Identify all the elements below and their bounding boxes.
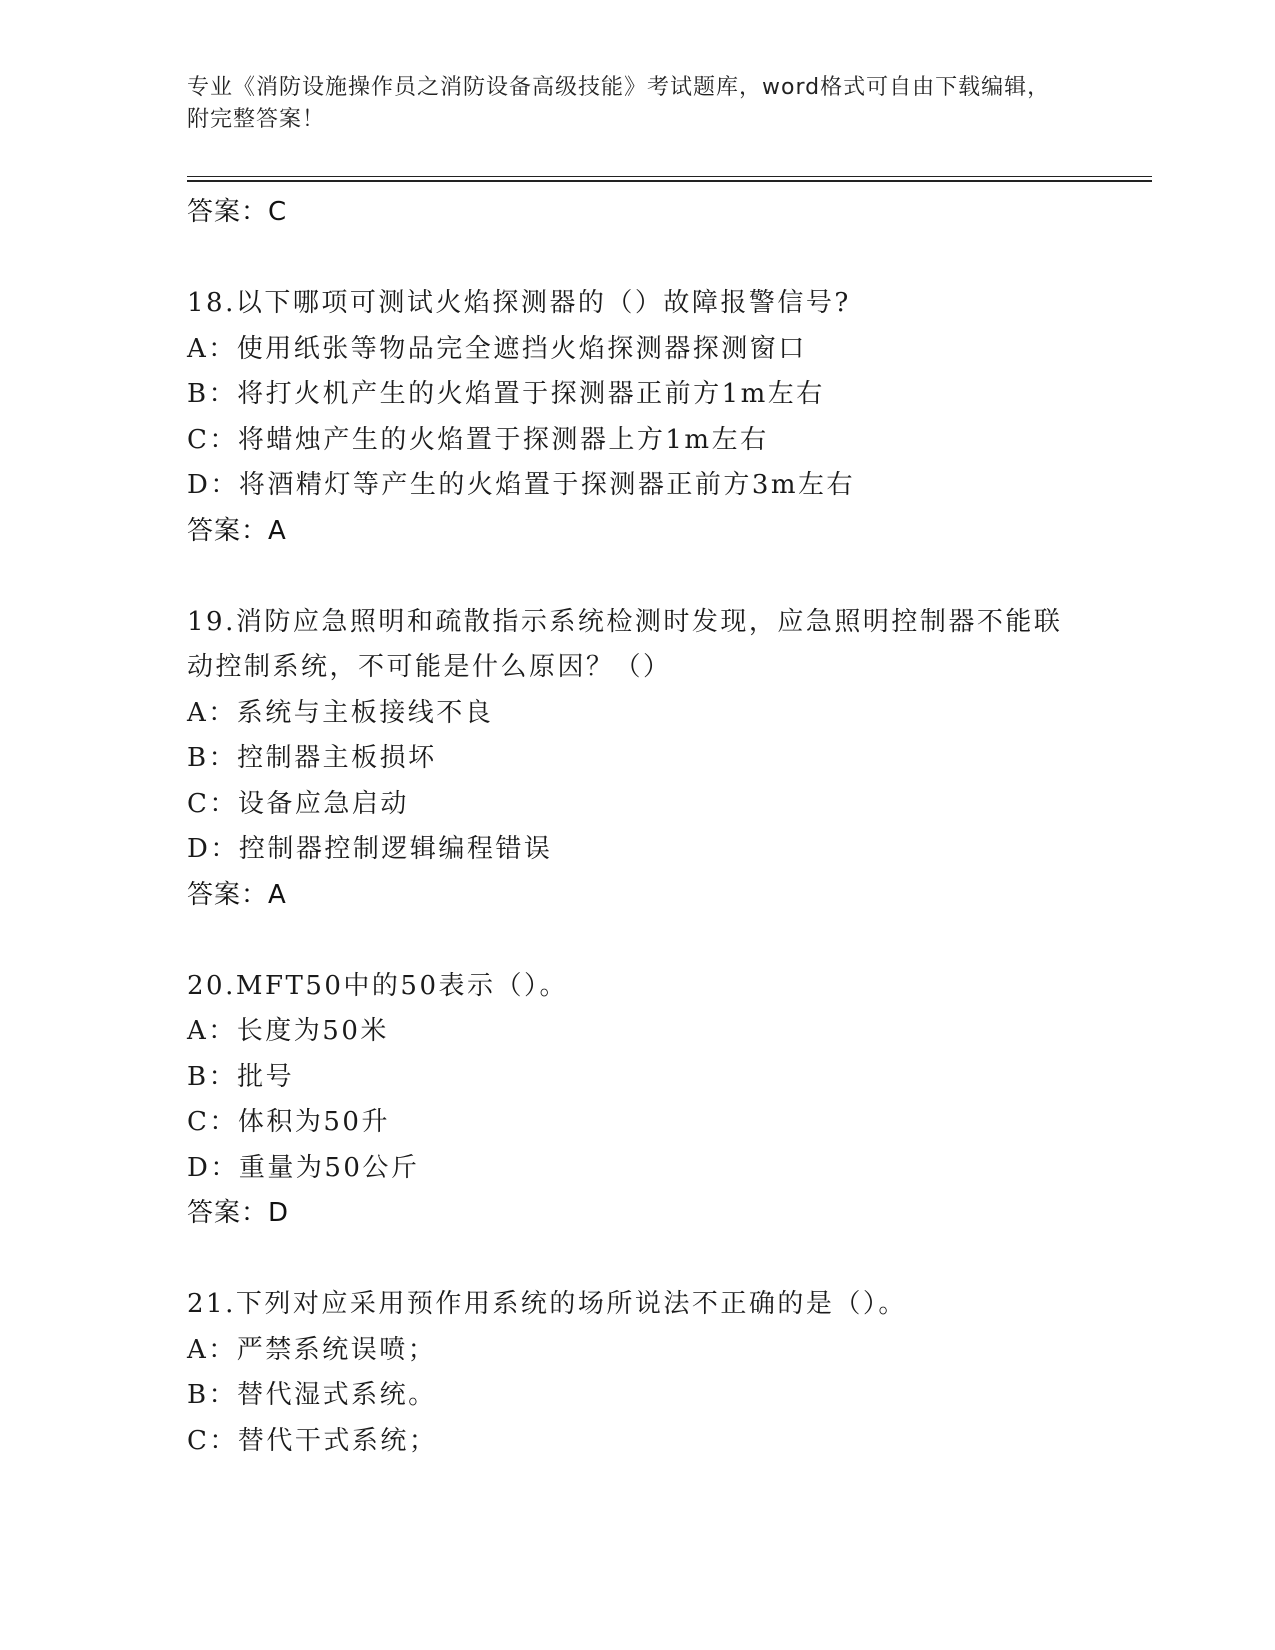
question-block [187,1282,1087,1464]
option-d: D：重量为50公斤 [187,1152,420,1183]
previous-answer: 答案：C [187,197,288,227]
option-a: A：使用纸张等物品完全遮挡火焰探测器探测窗口 [187,333,807,364]
option-d: D：控制器控制逻辑编程错误 [187,834,553,864]
option-d: D：将酒精灯等产生的火焰置于探测器正前方3m左右 [187,470,856,500]
answer-line: 答案：A [187,515,287,546]
option-b: B：将打火机产生的火焰置于探测器正前方1m左右 [187,379,825,409]
question-list [187,190,1087,1464]
option-b: B：批号 [187,1061,295,1092]
answer-line: 答案：D [187,1198,290,1228]
option-a: A：长度为50米 [187,1016,389,1046]
question-text: 21.下列对应采用预作用系统的场所说法不正确的是（）。 [187,1289,907,1319]
option-a: A：系统与主板接线不良 [187,697,494,728]
question-block [187,600,1087,918]
option-a: A：严禁系统误喷； [187,1334,437,1365]
question-text: 18.以下哪项可测试火焰探测器的（）故障报警信号? [187,288,851,318]
option-b: B：替代湿式系统。 [187,1380,437,1410]
header-rule-thick [187,180,1152,182]
option-c: C：将蜡烛产生的火焰置于探测器上方1m左右 [187,424,769,455]
option-c: C：体积为50升 [187,1107,390,1137]
document-header: 专业《消防设施操作员之消防设备高级技能》考试题库，word格式可自由下载编辑，附完整答案！ [187,75,1051,132]
question-text: 20.MFT50中的50表示（）。 [187,970,569,1001]
question-text: 19.消防应急照明和疏散指示系统检测时发现，应急照明控制器不能联动控制系统，不可能是什么原因？（） [187,606,1063,682]
header-rule-thin [187,176,1152,177]
question-block [187,281,1087,554]
question-block [187,964,1087,1237]
option-c: C：设备应急启动 [187,788,409,819]
option-c: C：替代干式系统； [187,1425,438,1456]
answer-line: 答案：A [187,879,287,910]
option-b: B：控制器主板损坏 [187,743,437,773]
